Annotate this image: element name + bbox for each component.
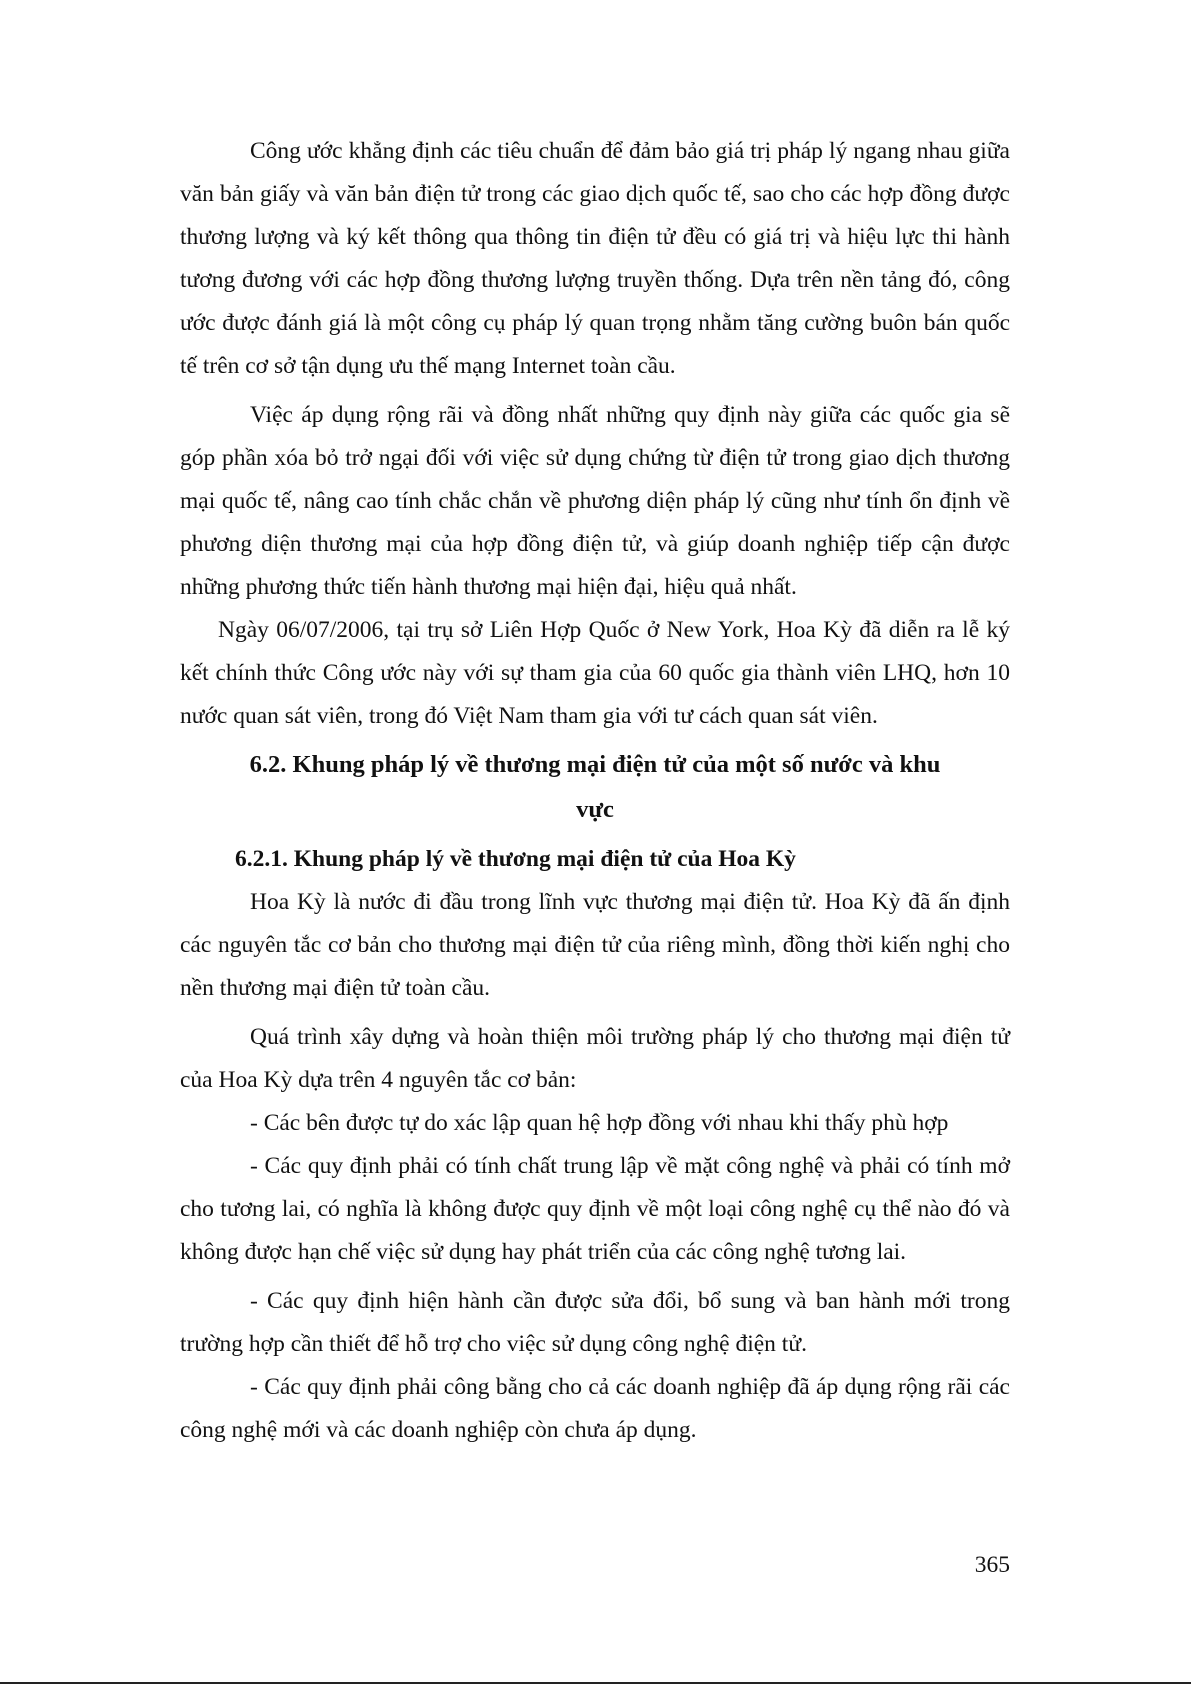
paragraph-us-leader: Hoa Kỳ là nước đi đầu trong lĩnh vực thương mại điện tử. Hoa Kỳ đã ấn định các nguyên tắc cơ bản cho thương mại điện tử của riêng mình, đồng thời kiến nghị cho nền thương mại điện tử toàn cầu. — [180, 889, 1010, 1001]
principle-item-1: - Các bên được tự do xác lập quan hệ hợp đồng với nhau khi thấy phù hợp — [250, 1110, 949, 1136]
paragraph-convention-standards: Công ước khẳng định các tiêu chuẩn để đảm bảo giá trị pháp lý ngang nhau giữa văn bản giấy và văn bản điện tử trong các giao dịch quốc tế, sao cho các hợp đồng được thương lượng và ký kết thông qua thông tin điện tử đều có giá trị và hiệu lực thi hành tương đương với các hợp đồng thương lượng truyền thống. Dựa trên nền tảng đó, công ước được đánh giá là một công cụ pháp lý quan trọng nhằm tăng cường buôn bán quốc tế trên cơ sở tận dụng ưu thế mạng Internet toàn cầu. — [180, 138, 1010, 379]
paragraph-signing-ceremony: Ngày 06/07/2006, tại trụ sở Liên Hợp Quốc ở New York, Hoa Kỳ đã diễn ra lễ ký kết chính thức Công ước này với sự tham gia của 60 quốc gia thành viên LHQ, hơn 10 nước quan sát viên, trong đó Việt Nam tham gia với tư cách quan sát viên. — [180, 617, 1010, 729]
subsection-heading-6-2-1: 6.2.1. Khung pháp lý về thương mại điện tử của Hoa Kỳ — [235, 846, 796, 872]
body-text — [180, 130, 1010, 1452]
principle-item-3: - Các quy định hiện hành cần được sửa đổi, bổ sung và ban hành mới trong trường hợp cần thiết để hỗ trợ cho việc sử dụng công nghệ điện tử. — [180, 1288, 1010, 1357]
principle-item-4: - Các quy định phải công bằng cho cả các doanh nghiệp đã áp dụng rộng rãi các công nghệ mới và các doanh nghiệp còn chưa áp dụng. — [180, 1374, 1010, 1443]
paragraph-uniform-application: Việc áp dụng rộng rãi và đồng nhất những quy định này giữa các quốc gia sẽ góp phần xóa bỏ trở ngại đối với việc sử dụng chứng từ điện tử trong giao dịch thương mại quốc tế, nâng cao tính chắc chắn về phương diện pháp lý cũng như tính ổn định về phương diện thương mại của hợp đồng điện tử, và giúp doanh nghiệp tiếp cận được những phương thức tiến hành thương mại hiện đại, hiệu quả nhất. — [180, 402, 1010, 600]
paragraph-four-principles-intro: Quá trình xây dựng và hoàn thiện môi trường pháp lý cho thương mại điện tử của Hoa Kỳ dựa trên 4 nguyên tắc cơ bản: — [180, 1024, 1010, 1093]
principle-item-2: - Các quy định phải có tính chất trung lập về mặt công nghệ và phải có tính mở cho tương lai, có nghĩa là không được quy định về một loại công nghệ cụ thể nào đó và không được hạn chế việc sử dụng hay phát triển của các công nghệ tương lai. — [180, 1153, 1010, 1265]
section-heading-6-2: 6.2. Khung pháp lý về thương mại điện tử của một số nước và khu vực — [249, 751, 941, 823]
page-number: 365 — [974, 1552, 1010, 1578]
page-bottom-rule — [0, 1682, 1191, 1684]
